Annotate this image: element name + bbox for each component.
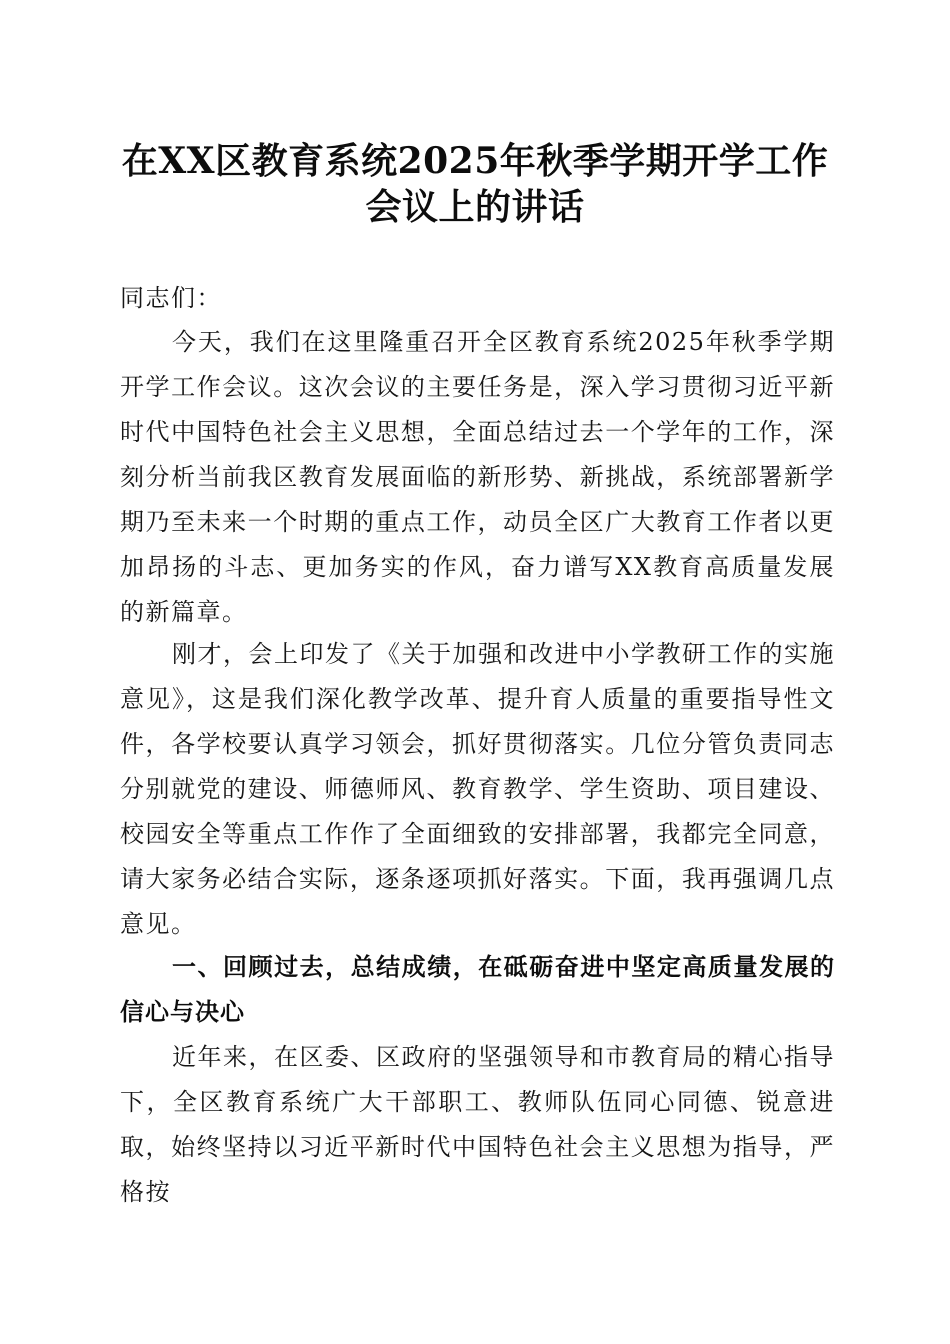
paragraph-text: 今天，我们在这里隆重召开全区教育系统2025年秋季学期开学工作会议。这次会议的主要任务是，深入学习贯彻习近平新时代中国特色社会主义思想，全面总结过去一个学年的工作，深刻分析当前我区教育发展面临的新形势、新挑战，系统部署新学期乃至未来一个时期的重点工作，动员全区广大教育工作者以更加昂扬的斗志、更加务实的作风，奋力谱写XX教育高质量发展的新篇章。 — [120, 328, 835, 626]
paragraph-text: 近年来，在区委、区政府的坚强领导和市教育局的精心指导下，全区教育系统广大干部职工、教师队伍同心同德、锐意进取，始终坚持以习近平新时代中国特色社会主义思想为指导，严格按 — [120, 1043, 835, 1206]
document-title-line-2: 会议上的讲话 — [365, 186, 585, 228]
document-title-line-1: 在XX区教育系统2025年秋季学期开学工作 — [121, 140, 829, 182]
section-heading-1 — [120, 945, 835, 1035]
paragraph-review — [120, 1035, 835, 1206]
paragraph-intro — [120, 320, 835, 635]
salutation: 同志们： — [120, 284, 222, 312]
section-heading-text: 一、回顾过去，总结成绩，在砥砺奋进中坚定高质量发展的信心与决心 — [120, 953, 835, 1026]
paragraph-text: 刚才，会上印发了《关于加强和改进中小学教研工作的实施意见》，这是我们深化教学改革、提升育人质量的重要指导性文件，各学校要认真学习领会，抓好贯彻落实。几位分管负责同志分别就党的建设、师德师风、教育教学、学生资助、项目建设、校园安全等重点工作作了全面细致的安排部署，我都完全同意，请大家务必结合实际，逐条逐项抓好落实。下面，我再强调几点意见。 — [120, 640, 835, 938]
paragraph-arrangements — [120, 632, 835, 947]
